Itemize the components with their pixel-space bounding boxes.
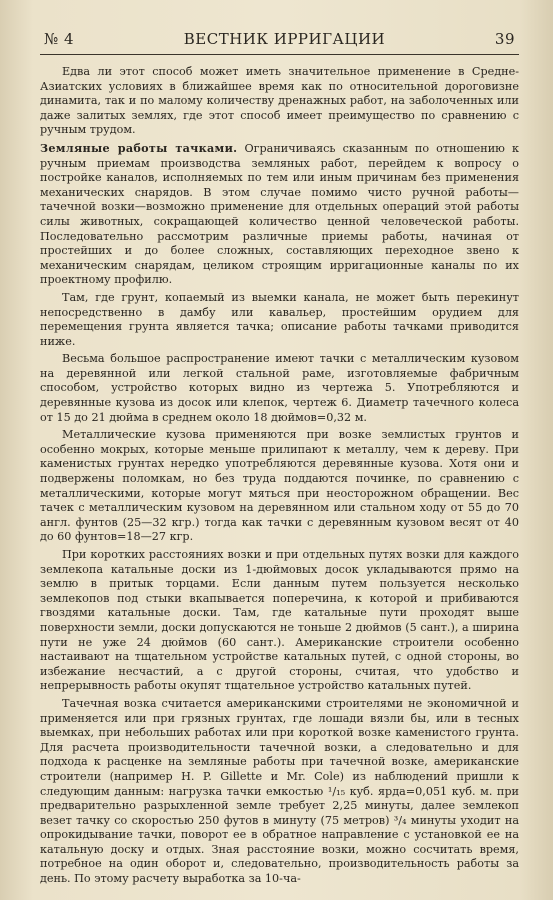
- journal-title: ВЕСТНИК ИРРИГАЦИИ: [183, 30, 386, 48]
- paragraph-wheelbarrow-types: Весьма большое распространение имеют тачки с металлическим кузовом на деревянной или легкой стальной раме, изготовляемые фабричным способом, устройство которых видно из чертежа 5. Употребляются и деревянные кузова из досок или клепок, чертеж 6. Диаметр тачечного колеса от 15 до 21 дюйма в среднем около 18 дюймов=0,32 м.: [40, 352, 519, 424]
- page-number: 39: [494, 30, 515, 48]
- section-paragraph-earthworks: [40, 141, 519, 288]
- header-rule: [40, 54, 519, 55]
- section-heading: Земляные работы тачками.: [40, 140, 238, 155]
- paragraph-manual-methods: Ограничиваясь сказанным по отношению к ручным приемам производства земляных работ, перейдем к вопросу о постройке каналов, исполняемых по тем или иным причинам без применения механических снарядов. В этом случае помимо чисто ручной работы—тачечной возки—возможно применение для отдельных операций этой работы силы животных, сокращающей количество ценной человеческой работы. Последовательно рассмотрим различные приемы работы, начиная от простейших и до более сложных, составляющих переходное звено к механическим снарядам, целиком строящим ирригационные каналы по их проектному профилю.: [40, 141, 519, 287]
- issue-number: № 4: [44, 30, 75, 48]
- running-header: [40, 30, 519, 48]
- paragraph-productivity: Тачечная возка считается американскими строителями не экономичной и применяется или при грязных грунтах, где лошади вязли бы, или в тесных выемках, при небольших работах или при короткой возке каменистого грунта. Для расчета производительности тачечной возки, а следовательно и для подхода к расценке на земляные работы при тачечной возке, американские строители (например H. P. Gillette и Mr. Cole) из наблюдений пришли к следующим данным: нагрузка тачки емкостью ¹/₁₅ куб. ярда=0,051 куб. м. при предварительно разрыхленной земле требует 2,25 минуты, далее землекоп везет тачку со скоростью 250 футов в минуту (75 метров) ³/₄ минуты уходит на опрокидывание тачки, поворот ее в обратное направление с установкой ее на катальную доску и отдых. Зная расстояние возки, можно сосчитать время, потребное на один оборот и, следовательно, производительность работы за день. По этому расчету выработка за 10-ча-: [40, 696, 519, 886]
- article-body: [40, 65, 519, 887]
- paragraph-runways: При коротких расстояниях возки и при отдельных путях возки для каждого землекопа катальные доски из 1-дюймовых досок укладываются прямо на землю в притык торцами. Если данным путем пользуется несколько землекопов под стыки вкапывается поперечина, к которой и прибиваются гвоздями катальные доски. Там, где катальные пути проходят выше поверхности земли, доски допускаются не тоньше 2 дюймов (5 сант.), а ширина пути не уже 24 дюймов (60 сант.). Американские строители особенно настаивают на тщательном устройстве катальных путей, с одной стороны, во избежание несчастий, а с другой стороны, считая, что удобство и непрерывность работы окупят тщательное устройство катальных путей.: [40, 548, 519, 693]
- paragraph-metal-bodies: Металлические кузова применяются при возке землистых грунтов и особенно мокрых, которые меньше прилипают к металлу, чем к дереву. При каменистых грунтах нередко употребляются деревянные кузова. Хотя они и подвержены поломкам, но без труда поддаются починке, по сравнению с металлическими, которые могут мяться при неосторожном обращении. Вес тачек с металлическим кузовом на деревянном или стальном ходу от 55 до 70 англ. фунтов (25—32 кгр.) тогда как тачки с деревянным кузовом весят от 40 до 60 фунтов=18—27 кгр.: [40, 428, 519, 544]
- paragraph-dynamite: Едва ли этот способ может иметь значительное применение в Средне-Азиатских условиях в ближайшее время как по относительной дороговизне динамита, так и по малому количеству дренажных работ, на заболоченных или даже залитых землях, где этот способ имеет преимущество по сравнению с ручным трудом.: [40, 65, 519, 137]
- paragraph-wheelbarrow-intro: Там, где грунт, копаемый из выемки канала, не может быть перекинут непосредственно в дамбу или кавальер, простейшим орудием для перемещения грунта является тачка; описание работы тачками приводится ниже.: [40, 290, 519, 348]
